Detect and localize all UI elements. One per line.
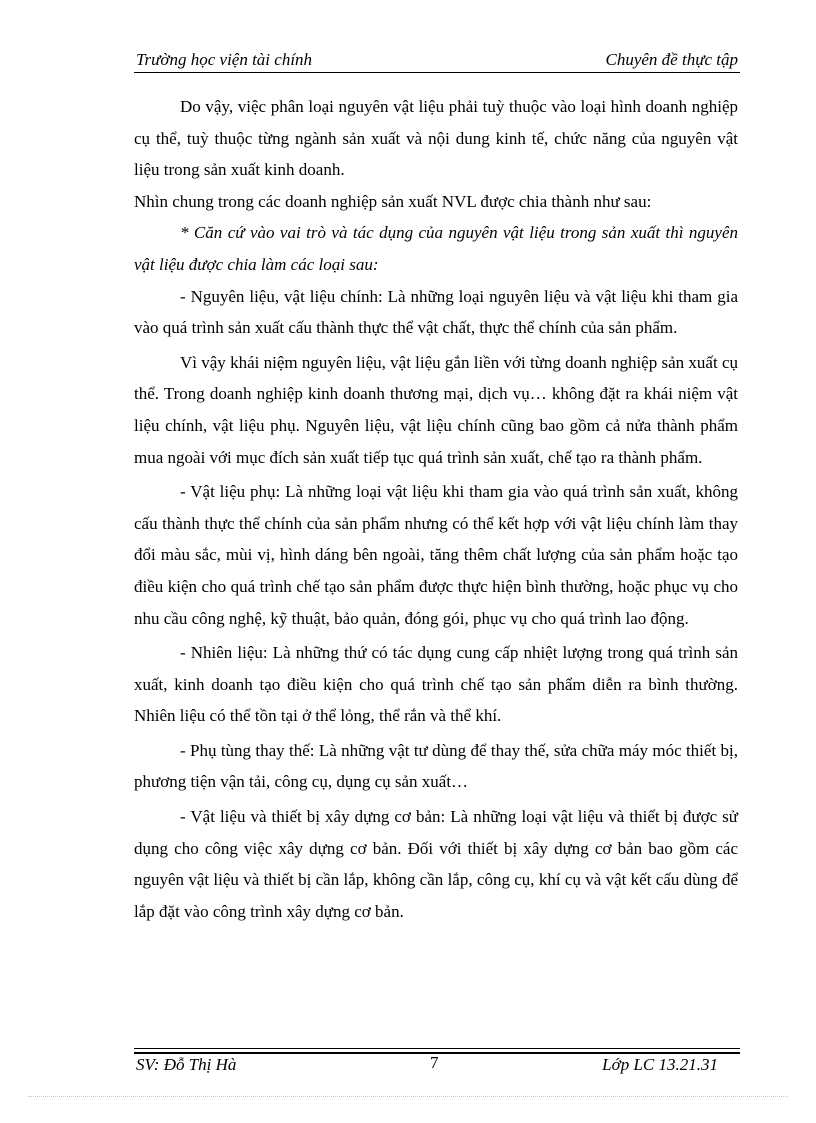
header-school: Trường học viện tài chính (136, 50, 313, 69)
header-title: Chuyên đề thực tập (605, 50, 738, 69)
paragraph-main-materials-concept: Vì vậy khái niệm nguyên liệu, vật liệu gắn liền với từng doanh nghiệp sản xuất cụ thể. Trong doanh nghiệp kinh doanh thương mại, dịch vụ… không đặt ra khái niệm vật liệu chính, vật liệu phụ. Nguyên liệu, vật liệu chính cũng bao gồm cả nửa thành phẩm mua ngoài với mục đích sản xuất tiếp tục quá trình sản xuất, chế tạo ra thành phẩm. (134, 352, 738, 467)
paragraph-fuel: - Nhiên liệu: Là những thứ có tác dụng cung cấp nhiệt lượng trong quá trình sản xuất, kinh doanh tạo điều kiện cho quá trình chế tạo sản phẩm diễn ra bình thường. Nhiên liệu có thể tồn tại ở thể lỏng, thể rắn và thể khí. (134, 643, 738, 726)
footer-student: SV: Đỗ Thị Hà (136, 1055, 237, 1074)
paragraph-construction-materials: - Vật liệu và thiết bị xây dựng cơ bản: Là những loại vật liệu và thiết bị được sử dụng cho công việc xây dựng cơ bản. Đối với thiết bị xây dựng cơ bản bao gồm các nguyên vật liệu và thiết bị cần lắp, không cần lắp, công cụ, khí cụ và vật kết cấu dùng để lắp đặt vào công trình xây dựng cơ bản. (134, 807, 738, 921)
page-header (134, 46, 740, 74)
paragraph-summary: Nhìn chung trong các doanh nghiệp sản xuất NVL được chia thành như sau: (134, 191, 652, 211)
header-rule (134, 72, 740, 73)
paragraph-main-materials: - Nguyên liệu, vật liệu chính: Là những loại nguyên liệu và vật liệu khi tham gia vào quá trình sản xuất cấu thành thực thể vật chất, thực thể chính của sản phẩm. (134, 286, 738, 338)
paragraph-intro: Do vậy, việc phân loại nguyên vật liệu phải tuỳ thuộc vào loại hình doanh nghiệp cụ thể, tuỳ thuộc từng ngành sản xuất và nội dung kinh tế, chức năng của nguyên vật liệu trong sản xuất kinh doanh. (134, 97, 738, 180)
page-number: 7 (430, 1053, 439, 1072)
footer-rule-thin (134, 1048, 740, 1049)
footer-class: Lớp LC 13.21.31 (602, 1055, 718, 1074)
paragraph-classification-heading: * Căn cứ vào vai trò và tác dụng của nguyên vật liệu trong sản xuất thì nguyên vật liệu được chia làm các loại sau: (134, 223, 738, 274)
page-bottom-divider (28, 1096, 788, 1097)
document-body (134, 91, 738, 927)
page-footer (134, 1055, 740, 1079)
paragraph-spare-parts: - Phụ tùng thay thế: Là những vật tư dùng để thay thế, sửa chữa máy móc thiết bị, phương tiện vận tải, công cụ, dụng cụ sản xuất… (134, 740, 738, 792)
paragraph-auxiliary-materials: - Vật liệu phụ: Là những loại vật liệu khi tham gia vào quá trình sản xuất, không cấu thành thực thể chính của sản phẩm nhưng có thể kết hợp với vật liệu chính làm thay đổi màu sắc, mùi vị, hình dáng bên ngoài, tăng thêm chất lượng của sản phẩm hoặc tạo điều kiện cho quá trình chế tạo sản phẩm được thực hiện bình thường, hoặc phục vụ cho nhu cầu công nghệ, kỹ thuật, bảo quản, đóng gói, phục vụ cho quá trình lao động. (134, 482, 738, 628)
